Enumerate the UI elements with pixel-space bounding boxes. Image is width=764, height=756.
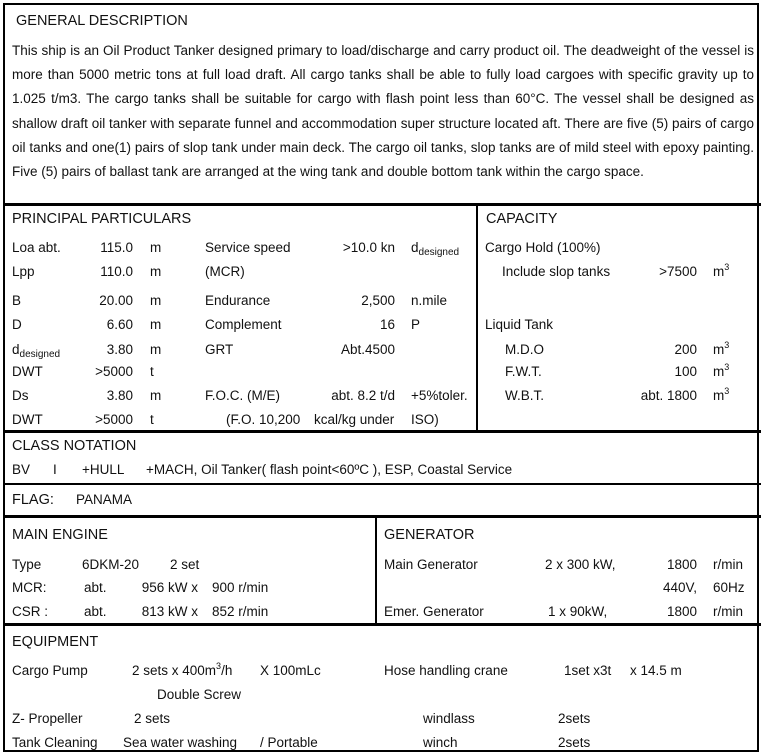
wbt-unit-sup: 3: [724, 386, 730, 396]
class-hull: +HULL: [82, 462, 125, 477]
equipment-title: EQUIPMENT: [12, 634, 99, 650]
loa-label: Loa abt.: [12, 240, 61, 255]
fwt-value: 100: [674, 364, 697, 379]
mdo-unit: [713, 342, 729, 358]
tank-cleaning-portable: / Portable: [260, 735, 318, 750]
cargo-pump-head: X 100mLc: [260, 663, 321, 678]
main-generator-unit: r/min: [713, 557, 743, 572]
liquid-tank-label: Liquid Tank: [485, 317, 554, 332]
dwt2-unit: t: [150, 412, 154, 427]
engine-csr-power: 813 kW x: [141, 604, 198, 619]
mdo-unit-sup: 3: [724, 340, 730, 350]
z-propeller-label: Z- Propeller: [12, 711, 83, 726]
windlass-value: 2sets: [558, 711, 591, 726]
emer-generator-unit: r/min: [713, 604, 743, 619]
ds-unit: m: [150, 388, 162, 403]
dwt-label: DWT: [12, 364, 43, 379]
mdo-value: 200: [674, 342, 697, 357]
class-mach: +MACH, Oil Tanker( flash point<60ºC ), ESP, Coastal Service: [146, 462, 513, 477]
emer-generator-power: 1 x 90kW,: [548, 604, 608, 619]
wbt-label: W.B.T.: [505, 388, 545, 403]
divider-generator: [375, 517, 377, 624]
class-title: CLASS NOTATION: [12, 438, 137, 454]
foc-unit: +5%toler.: [411, 388, 468, 403]
ds-value: 3.80: [106, 388, 133, 403]
main-generator-rpm: 1800: [666, 557, 697, 572]
b-value: 20.00: [99, 293, 133, 308]
divider-class: [3, 483, 761, 485]
cargo-pump-spec-a: 2 sets x 400m: [132, 663, 217, 678]
complement-unit: P: [411, 317, 421, 332]
loa-value: 115.0: [100, 240, 133, 255]
dwt2-value: >5000: [95, 412, 133, 427]
d-label: D: [12, 317, 22, 332]
fo-note-c: ISO): [411, 412, 439, 427]
emer-generator-rpm: 1800: [666, 604, 697, 619]
d-designed-value: 3.80: [106, 342, 133, 357]
engine-mcr-power: 956 kW x: [141, 580, 198, 595]
grt-value: Abt.4500: [340, 342, 395, 357]
generator-title: GENERATOR: [384, 527, 475, 543]
engine-csr-label: CSR :: [12, 604, 49, 619]
mdo-label: M.D.O: [505, 342, 544, 357]
complement-value: 16: [379, 317, 395, 332]
lpp-label: Lpp: [12, 264, 35, 279]
lpp-value: 110.0: [100, 264, 133, 279]
engine-qty: 2 set: [170, 557, 200, 572]
speed-unit-main: d: [411, 240, 419, 255]
divider-engine: [3, 623, 761, 626]
dwt-unit: t: [150, 364, 154, 379]
wbt-value: abt. 1800: [640, 388, 697, 403]
engine-mcr-rpm: 900 r/min: [212, 580, 269, 595]
class-bv: BV: [12, 462, 31, 477]
cargo-pump-spec: [132, 663, 232, 679]
d-designed-unit: m: [150, 342, 162, 357]
capacity-title: CAPACITY: [486, 211, 558, 227]
tank-cleaning-method: Sea water washing: [123, 735, 238, 750]
fo-note-a: (F.O. 10,200: [226, 412, 301, 427]
engine-mcr-abt: abt.: [84, 580, 107, 595]
principal-title: PRINCIPAL PARTICULARS: [12, 211, 192, 227]
d-unit: m: [150, 317, 162, 332]
d-value: 6.60: [106, 317, 133, 332]
divider-principal: [3, 430, 761, 433]
divider-flag: [3, 515, 761, 518]
cargo-pump-type: Double Screw: [157, 687, 242, 702]
main-generator-power: 2 x 300 kW,: [545, 557, 616, 572]
foc-value: abt. 8.2 t/d: [331, 388, 395, 403]
hose-crane-label: Hose handling crane: [384, 663, 508, 678]
generator-frequency: 60Hz: [713, 580, 745, 595]
endurance-value: 2,500: [361, 293, 395, 308]
ds-label: Ds: [12, 388, 29, 403]
tank-cleaning-label: Tank Cleaning: [12, 735, 98, 750]
speed-unit-sub: designed: [418, 247, 460, 258]
main-generator-label: Main Generator: [384, 557, 478, 572]
fwt-unit-sup: 3: [724, 362, 730, 372]
mdo-unit-main: m: [713, 342, 725, 357]
slop-label: Include slop tanks: [502, 264, 611, 279]
d-designed-sub: designed: [19, 349, 61, 360]
grt-label: GRT: [205, 342, 234, 357]
dwt2-label: DWT: [12, 412, 43, 427]
generator-voltage: 440V,: [662, 580, 697, 595]
slop-unit-main: m: [713, 264, 725, 279]
slop-unit-sup: 3: [724, 262, 730, 272]
winch-label: winch: [423, 735, 458, 750]
endurance-unit: n.mile: [411, 293, 448, 308]
winch-value: 2sets: [558, 735, 591, 750]
d-designed-label: [12, 342, 60, 363]
complement-label: Complement: [205, 317, 282, 332]
fwt-unit-main: m: [713, 364, 725, 379]
engine-title: MAIN ENGINE: [12, 527, 108, 543]
engine-csr-abt: abt.: [84, 604, 107, 619]
divider-capacity: [476, 205, 478, 431]
b-unit: m: [150, 293, 162, 308]
speed-unit: [411, 240, 459, 261]
cargo-pump-spec-sup: 3: [216, 661, 222, 671]
engine-mcr-label: MCR:: [12, 580, 47, 595]
fo-note-b: kcal/kg under: [314, 412, 395, 427]
general-title: GENERAL DESCRIPTION: [16, 13, 188, 29]
foc-label: F.O.C. (M/E): [205, 388, 280, 403]
lpp-unit: m: [150, 264, 162, 279]
cargo-pump-label: Cargo Pump: [12, 663, 88, 678]
wbt-unit-main: m: [713, 388, 725, 403]
hose-crane-capacity: 1set x3t: [564, 663, 612, 678]
fwt-unit: [713, 364, 729, 380]
dwt-value: >5000: [95, 364, 133, 379]
speed-value: >10.0 kn: [342, 240, 395, 255]
class-i: I: [53, 462, 57, 477]
b-label: B: [12, 293, 22, 308]
engine-model: 6DKM-20: [82, 557, 140, 572]
slop-value: >7500: [659, 264, 697, 279]
hose-crane-reach: x 14.5 m: [630, 663, 682, 678]
speed-label: Service speed: [205, 240, 291, 255]
z-propeller-value: 2 sets: [134, 711, 171, 726]
cargo-pump-spec-b: /h: [221, 663, 233, 678]
flag-value: PANAMA: [76, 492, 133, 507]
slop-unit: [713, 264, 729, 280]
d-designed-main: d: [12, 342, 20, 357]
flag-label: FLAG:: [12, 492, 54, 508]
mcr-note: (MCR): [205, 264, 245, 279]
windlass-label: windlass: [423, 711, 475, 726]
emer-generator-label: Emer. Generator: [384, 604, 484, 619]
cargo-hold-label: Cargo Hold (100%): [485, 240, 601, 255]
divider-general: [3, 203, 761, 206]
loa-unit: m: [150, 240, 162, 255]
engine-csr-rpm: 852 r/min: [212, 604, 269, 619]
endurance-label: Endurance: [205, 293, 271, 308]
general-description-text: This ship is an Oil Product Tanker designed primary to load/discharge and carry product oil. The deadweight of the vessel is more than 5000 metric tons at full load draft. All cargo tanks shall be able to fully load cargoes with specific gravity up to 1.025 t/m3. The cargo tanks shall be suitable for cargo with flash point less than 60°C. The vessel shall be designed as shallow draft oil tanker with separate funnel and accommodation super structure located aft. There are five (5) pairs of cargo oil tanks and one(1) pairs of slop tank under main deck. The cargo oil tanks, slop tanks are of mild steel with epoxy painting. Five (5) pairs of ballast tank are arranged at the wing tank and double bottom tank within the cargo space.: [12, 43, 754, 180]
engine-type-label: Type: [12, 557, 42, 572]
wbt-unit: [713, 388, 729, 404]
fwt-label: F.W.T.: [505, 364, 542, 379]
